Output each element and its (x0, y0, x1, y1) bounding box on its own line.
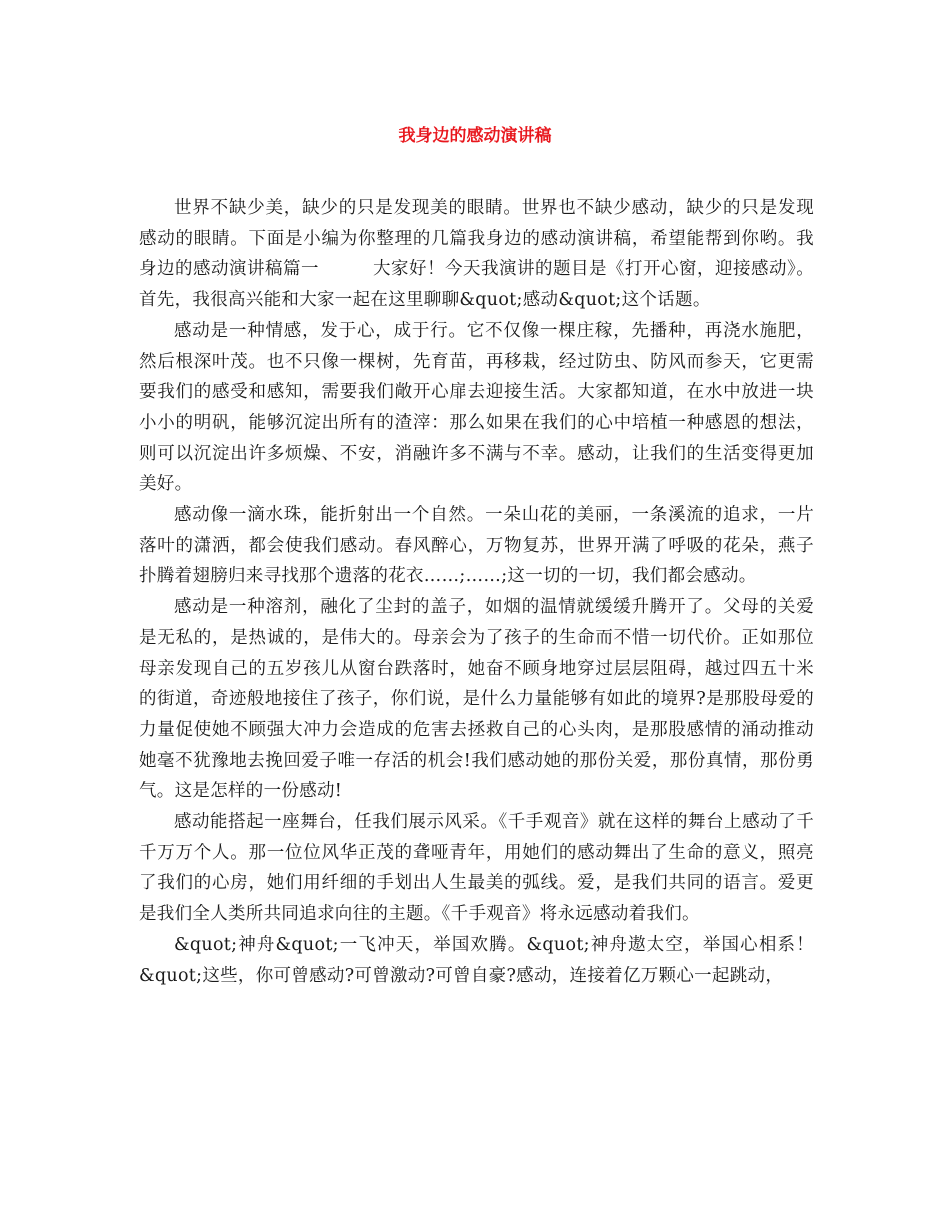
paragraph: 感动是一种溶剂，融化了尘封的盖子，如烟的温情就缓缓升腾开了。父母的关爱是无私的，是热诚的，是伟大的。母亲会为了孩子的生命而不惜一切代价。正如那位母亲发现自己的五岁孩儿从窗台跌落时，她奋不顾身地穿过层层阻碍，越过四五十米的街道，奇迹般地接住了孩子，你们说，是什么力量能够有如此的境界?是那股母爱的力量促使她不顾强大冲力会造成的危害去拯救自己的心头肉，是那股感情的涌动推动她毫不犹豫地去挽回爱子唯一存活的机会!我们感动她的那份关爱，那份真情，那份勇气。这是怎样的一份感动! (139, 597, 814, 802)
paragraph: 世界不缺少美，缺少的只是发现美的眼睛。世界也不缺少感动，缺少的只是发现感动的眼睛。下面是小编为你整理的几篇我身边的感动演讲稿，希望能帮到你哟。我身边的感动演讲稿篇一 大家好！今天我演讲的题目是《打开心窗，迎接感动》。首先，我很高兴能和大家一起在这里聊聊&quot;感动&quot;这个话题。 (139, 198, 814, 311)
paragraph: &quot;神舟&quot;一飞冲天，举国欢腾。&quot;神舟遨太空，举国心相系！&quot;这些，你可曾感动?可曾激动?可曾自豪?感动，连接着亿万颗心一起跳动， (139, 934, 814, 986)
paragraph: 感动像一滴水珠，能折射出一个自然。一朵山花的美丽，一条溪流的追求，一片落叶的潇洒，都会使我们感动。春风醉心，万物复苏，世界开满了呼吸的花朵，燕子扑腾着翅膀归来寻找那个遗落的花衣……;……;这一切的一切，我们都会感动。 (139, 505, 814, 587)
document-title: 我身边的感动演讲稿 (398, 126, 552, 146)
paragraph: 感动是一种情感，发于心，成于行。它不仅像一棵庄稼，先播种，再浇水施肥，然后根深叶茂。也不只像一棵树，先育苗，再移栽，经过防虫、防风而参天，它更需要我们的感受和感知，需要我们敞开心扉去迎接生活。大家都知道，在水中放进一块小小的明矾，能够沉淀出所有的渣滓：那么如果在我们的心中培植一种感恩的想法，则可以沉淀出许多烦燥、不安，消融许多不满与不幸。感动，让我们的生活变得更加美好。 (139, 320, 814, 495)
paragraph: 感动能搭起一座舞台，任我们展示风采。《千手观音》就在这样的舞台上感动了千千万万个人。那一位位风华正茂的聋哑青年，用她们的感动舞出了生命的意义，照亮了我们的心房，她们用纤细的手划出人生最美的弧线。爱，是我们共同的语言。爱更是我们全人类所共同追求向往的主题。《千手观音》将永远感动着我们。 (139, 812, 814, 925)
document-body (139, 193, 814, 991)
